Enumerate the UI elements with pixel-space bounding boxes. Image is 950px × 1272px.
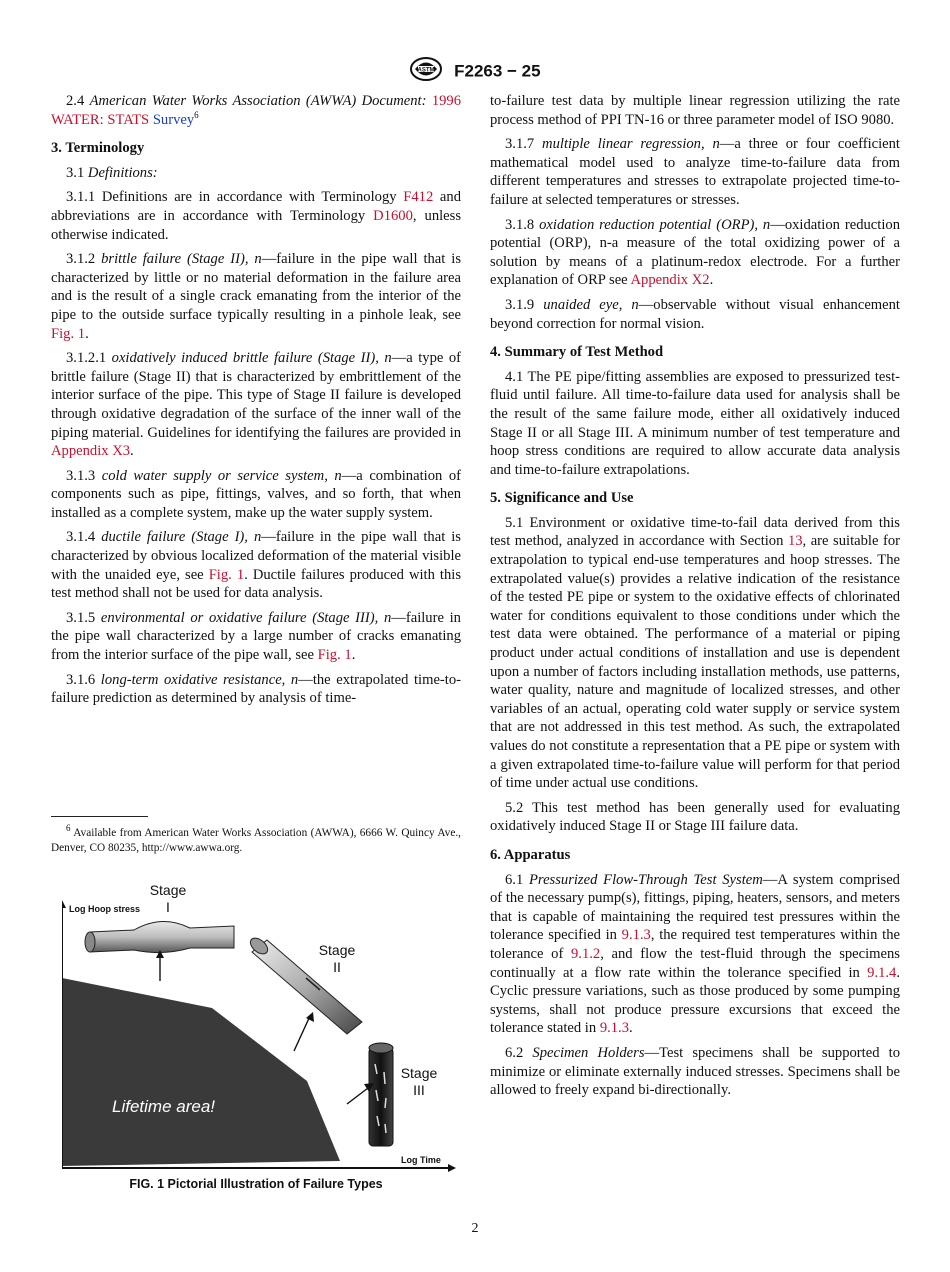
- stage-1-label: Stage: [149, 882, 187, 898]
- term: ductile failure (Stage I), n: [101, 529, 262, 546]
- punctuation: .: [709, 272, 714, 289]
- para-text: . Cyclic pressure variations, such as those produced by some pumping systems, shall not produce pressure excursions that exceed the tolerance stated in: [490, 964, 900, 1037]
- section-3-1-6: [51, 671, 461, 708]
- para-text: , and flow the test-fluid through the specimens continually at a flow rate within the tolerance specified in: [490, 945, 900, 981]
- failure-types-illustration: [62, 876, 457, 1176]
- stage-2-numeral: II: [333, 959, 341, 975]
- section-link-9-1-3[interactable]: 9.1.3: [621, 927, 651, 944]
- para-text: —Test specimens shall be supported to minimize or eliminate externally induced stresses. Specimens shall be allowed to freely expand bi-directionally.: [490, 1044, 900, 1099]
- para-number: 3.1.6: [66, 671, 96, 688]
- lifetime-area-label: Lifetime area!: [112, 1097, 215, 1116]
- section-5-2: 5.2 This test method has been generally used for evaluating oxidatively induced Stage II or Stage III failure data.: [490, 799, 900, 835]
- section-3-1-6-continued: to-failure test data by multiple linear regression utilizing the rate process method of PPI TN-16 or three parameter model of ISO 9080.: [490, 93, 900, 128]
- section-link-9-1-4[interactable]: 9.1.4: [867, 964, 897, 981]
- para-text: —a combination of components such as pipe, fittings, valves, and so forth, that when installed as a complete system, make up the water supply system.: [51, 467, 461, 521]
- section-3-1-2: [51, 250, 461, 343]
- para-number: 3.1: [66, 164, 85, 181]
- para-number: 2.4: [66, 93, 85, 109]
- section-heading-summary: 4. Summary of Test Method: [490, 344, 664, 361]
- footnote-marker[interactable]: 6: [194, 109, 199, 120]
- term: Pressurized Flow-Through Test System: [529, 871, 763, 888]
- footnote-text: Available from American Water Works Association (AWWA), 6666 W. Quincy Ave., Denver, CO 80235, http://www.awwa.org.: [51, 827, 461, 854]
- para-number: 3.1.8: [505, 216, 535, 233]
- section-link-13[interactable]: 13: [787, 533, 803, 550]
- para-text: —a type of brittle failure (Stage II) that is characterized by embrittlement of the interior surface of the pipe. This type of Stage II failure is developed through oxidative degradation of the surface of the inner wall of the piping material. Guidelines for identifying the failures are provided in: [51, 350, 461, 441]
- section-heading-significance: 5. Significance and Use: [490, 490, 634, 507]
- para-number: 3.1.3: [66, 467, 96, 484]
- svg-text:ASTM: ASTM: [417, 67, 435, 74]
- para-text: —A system comprised of the necessary pump(s), fittings, piping, heaters, sensors, and meters that is capable of maintaining the required test pressures within the tolerance specified in: [490, 871, 900, 944]
- term: brittle failure (Stage II), n: [101, 251, 262, 268]
- reference-link[interactable]: 1996 WATER: STATS: [51, 93, 461, 128]
- section-3-1-5: [51, 609, 461, 665]
- figure-link[interactable]: Fig. 1: [208, 566, 245, 583]
- para-text: , the required test temperatures within the tolerance of: [490, 927, 900, 962]
- reference-link-d1600[interactable]: D1600: [373, 207, 413, 224]
- document-id: F2263 − 25: [454, 61, 541, 81]
- para-text: —the extrapolated time-to-failure prediction as determined by analysis of time-: [51, 671, 461, 707]
- para-number: 3.1.4: [66, 529, 96, 546]
- para-number: 3.1.2: [66, 251, 96, 268]
- stage-1-numeral: I: [166, 899, 170, 915]
- section-3-1-2-1: [51, 349, 461, 461]
- para-text: —observable without visual enhancement beyond correction for normal vision.: [490, 296, 900, 332]
- footnote: [51, 823, 461, 856]
- section-heading-apparatus: 6. Apparatus: [490, 846, 571, 863]
- term: environmental or oxidative failure (Stage III), n: [100, 609, 392, 626]
- left-column: [51, 92, 461, 714]
- stage-3-pipe: [369, 1043, 393, 1146]
- term: cold water supply or service system, n: [101, 467, 342, 484]
- x-axis-arrow-icon: [448, 1164, 456, 1172]
- page-header: [0, 56, 950, 87]
- y-axis-label: Log Hoop stress: [69, 904, 141, 914]
- term: multiple linear regression, n: [542, 136, 720, 153]
- figure-caption: FIG. 1 Pictorial Illustration of Failure Types: [129, 1177, 383, 1191]
- term: unaided eye, n: [543, 296, 639, 313]
- lifetime-area-shape: [62, 978, 340, 1166]
- section-6-1: [490, 871, 900, 1038]
- stage-3-label: Stage: [400, 1065, 438, 1081]
- term: oxidation reduction potential (ORP), n: [539, 216, 771, 233]
- section-4-1: 4.1 The PE pipe/fitting assemblies are exposed to pressurized test-fluid until failure. All time-to-failure data used for analysis shall be the result of the same failure mode, either all oxidatively induced Stage II or all Stage III. A minimum number of test temperature and hoop stress conditions are required to allow accurate data analysis and time-to-failure extrapolations.: [490, 368, 900, 478]
- para-text: —failure in the pipe wall that is characterized by obvious localized deformation of the material visible with the unaided eye, see: [51, 529, 461, 583]
- section-link-9-1-3[interactable]: 9.1.3: [599, 1020, 629, 1037]
- para-number: 6.1: [505, 871, 524, 888]
- punctuation: .: [85, 325, 89, 342]
- para-number: 3.1.7: [505, 136, 535, 153]
- term: oxidatively induced brittle failure (Stage II), n: [111, 350, 392, 367]
- appendix-link[interactable]: Appendix X2: [630, 272, 710, 289]
- section-2-4: [51, 92, 461, 129]
- para-text: 3.1.1 Definitions are in accordance with Terminology: [66, 189, 404, 206]
- para-number: 3.1.9: [505, 296, 535, 313]
- stage-3-numeral: III: [413, 1082, 425, 1098]
- astm-logo-icon: [409, 56, 443, 87]
- stage-1-pipe: [85, 921, 234, 952]
- section-3-1: [51, 164, 461, 183]
- punctuation: .: [629, 1020, 633, 1037]
- punctuation: .: [351, 647, 356, 664]
- figure-1: [62, 876, 457, 1176]
- para-text: and abbreviations are in accordance with Terminology: [51, 189, 461, 224]
- para-text: —failure in the pipe wall that is characterized by little or no material deformation in the failure area and is the result of a single crack emanating from the interior of the pipe to the outside surface typically resulting in a pinhole leak, see: [51, 251, 461, 323]
- para-number: 3.1.2.1: [66, 350, 107, 367]
- section-3-1-4: [51, 528, 461, 602]
- section-3-1-1: [51, 188, 461, 244]
- term: Specimen Holders: [532, 1044, 645, 1061]
- footnote-marker: 6: [66, 823, 71, 834]
- para-text: 5.1 Environment or oxidative time-to-fail data derived from this test method, analyzed in accordance with Section: [490, 514, 900, 550]
- appendix-link[interactable]: Appendix X3: [51, 443, 131, 460]
- section-3-1-8: [490, 216, 900, 290]
- section-6-2: [490, 1044, 900, 1100]
- figure-link[interactable]: Fig. 1: [317, 647, 352, 664]
- para-text: , are suitable for extrapolation to typical end-use temperatures and hoop stresses. The extrapolated value(s) provides a relative indication of the resistance of the tested PE pipe or system to the oxidative effects of chlorinated water for conditions equivalent to those conditions under which the test data were obtained. The performance of a material or piping product under actual conditions of installation and use is dependent upon a number of factors including installation methods, use patterns, water quality, nature and magnitude of localized stresses, and other variables of an actual, operating cold water supply or service system that are not addressed in this test method. As such, the extrapolated values do not constitute a representation that a PE pipe or system with a given extrapolated time-to-failure value will perform for that period of time under actual use conditions.: [490, 533, 900, 792]
- y-axis-arrow-icon: [62, 900, 66, 908]
- term: Definitions:: [87, 164, 158, 181]
- term: long-term oxidative resistance, n: [100, 671, 299, 688]
- para-text: , unless otherwise indicated.: [51, 207, 462, 243]
- para-text: . Ductile failures produced with this test method shall not be used for data analysis.: [51, 566, 462, 602]
- para-text: —a three or four coefficient mathematical model used to analyze time-to-failure data from different temperatures and stresses to extrapolate projected time-to-failure at selected temperatures or stresses.: [490, 136, 900, 208]
- section-5-1: [490, 514, 900, 793]
- section-3-1-3: [51, 467, 461, 523]
- section-heading-terminology: 3. Terminology: [51, 140, 145, 157]
- para-number: 3.1.5: [66, 609, 96, 626]
- para-text: —oxidation reduction potential (ORP), n-a measure of the total oxidizing power of a solution by means of a platinum-redox electrode. For a further explanation of ORP see: [490, 216, 900, 289]
- stage-2-label: Stage: [318, 942, 356, 958]
- section-3-1-7: [490, 135, 900, 209]
- x-axis-label: Log Time: [401, 1155, 441, 1165]
- section-3-1-9: [490, 296, 900, 333]
- reference-title: American Water Works Association (AWWA) Document:: [89, 93, 427, 109]
- right-column: [490, 92, 900, 1106]
- para-text: —failure in the pipe wall characterized by a large number of cracks emanating from the interior surface of the pipe wall, see: [51, 609, 461, 664]
- reference-link-f412[interactable]: F412: [403, 189, 434, 206]
- para-number: 6.2: [505, 1044, 524, 1061]
- punctuation: .: [130, 443, 134, 460]
- section-link-9-1-2[interactable]: 9.1.2: [571, 945, 601, 962]
- page-number: 2: [471, 1221, 479, 1236]
- figure-link[interactable]: Fig. 1: [51, 325, 86, 342]
- footnote-divider: [51, 816, 148, 817]
- reference-link-survey[interactable]: Survey: [152, 111, 195, 128]
